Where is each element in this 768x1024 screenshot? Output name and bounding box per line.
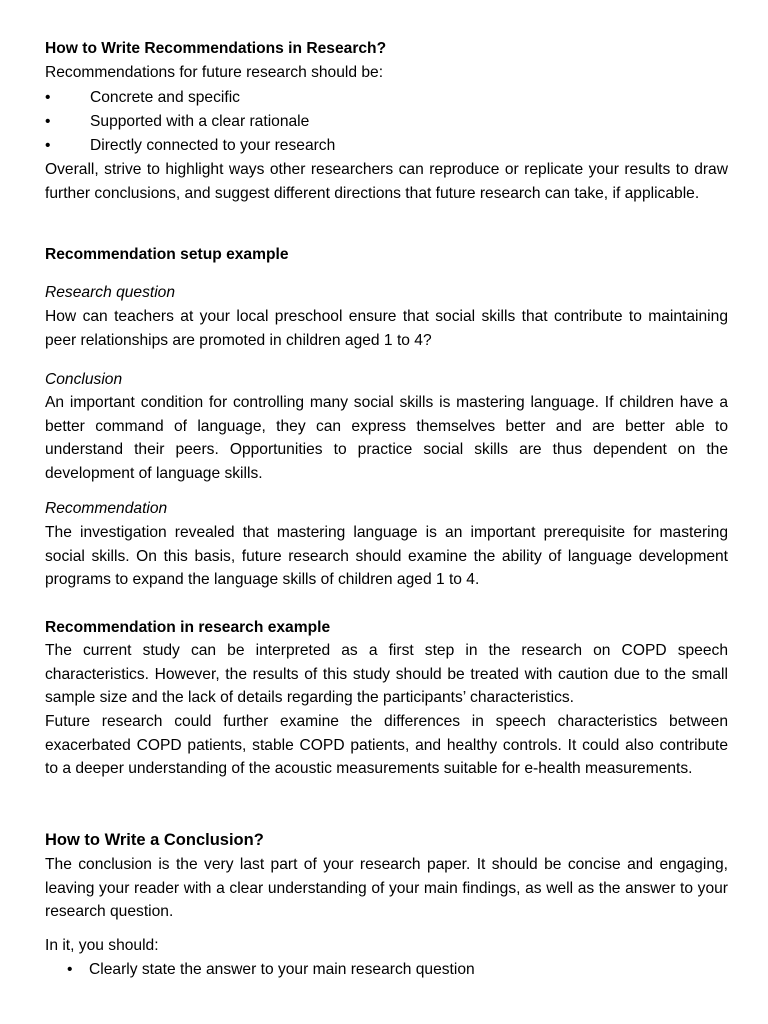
bullet-text: Concrete and specific <box>90 89 240 106</box>
setup-example-heading: Recommendation setup example <box>45 246 289 263</box>
conclusion-text: An important condition for controlling many social skills is mastering language. If children have a better command of language, they can express themselves better and are better able to understand their peers. Opportunities to practice social skills are thus dependent on the development of language skills. <box>45 394 728 482</box>
bullet-item <box>45 110 728 134</box>
conclusion-label: Conclusion <box>45 371 123 388</box>
bullet-text: Directly connected to your research <box>90 137 336 154</box>
bullet-item <box>67 958 728 982</box>
bullet-icon: • <box>45 89 51 106</box>
bullet-text: Supported with a clear rationale <box>90 113 310 130</box>
bullet-item <box>45 86 728 110</box>
recommendation-text: The investigation revealed that mastering language is an important prerequisite for mastering social skills. On this basis, future research should examine the ability of language development programs to expand the language skills of children aged 1 to 4. <box>45 524 728 589</box>
bullet-icon: • <box>45 137 51 154</box>
recommendations-heading: How to Write Recommendations in Research? <box>45 40 387 57</box>
bullet-text: Clearly state the answer to your main research question <box>89 961 475 978</box>
bullet-icon: • <box>67 961 73 978</box>
recommendations-intro: Recommendations for future research should be: <box>45 64 384 81</box>
recommendations-summary: Overall, strive to highlight ways other researchers can reproduce or replicate your results to draw further conclusions, and suggest different directions that future research can take, if applicable. <box>45 161 728 202</box>
research-example-heading: Recommendation in research example <box>45 619 331 636</box>
conclusion-lead: In it, you should: <box>45 937 159 954</box>
research-question-text: How can teachers at your local preschool ensure that social skills that contribute to maintaining peer relationships are promoted in children aged 1 to 4? <box>45 308 728 349</box>
conclusion-heading: How to Write a Conclusion? <box>45 831 264 849</box>
research-question-label: Research question <box>45 284 176 301</box>
recommendation-label: Recommendation <box>45 500 168 517</box>
conclusion-intro: The conclusion is the very last part of your research paper. It should be concise and engaging, leaving your reader with a clear understanding of your main findings, as well as the answer to your research question. <box>45 856 728 921</box>
research-example-paragraph-1: The current study can be interpreted as a first step in the research on COPD speech characteristics. However, the results of this study should be treated with caution due to the small sample size and the lack of details regarding the participants’ characteristics. <box>45 642 728 707</box>
research-example-paragraph-2: Future research could further examine the differences in speech characteristics between exacerbated COPD patients, stable COPD patients, and healthy controls. It could also contribute to a deeper understanding of the acoustic measurements suitable for e-health measurements. <box>45 713 728 778</box>
bullet-item <box>45 134 728 158</box>
bullet-icon: • <box>45 113 51 130</box>
